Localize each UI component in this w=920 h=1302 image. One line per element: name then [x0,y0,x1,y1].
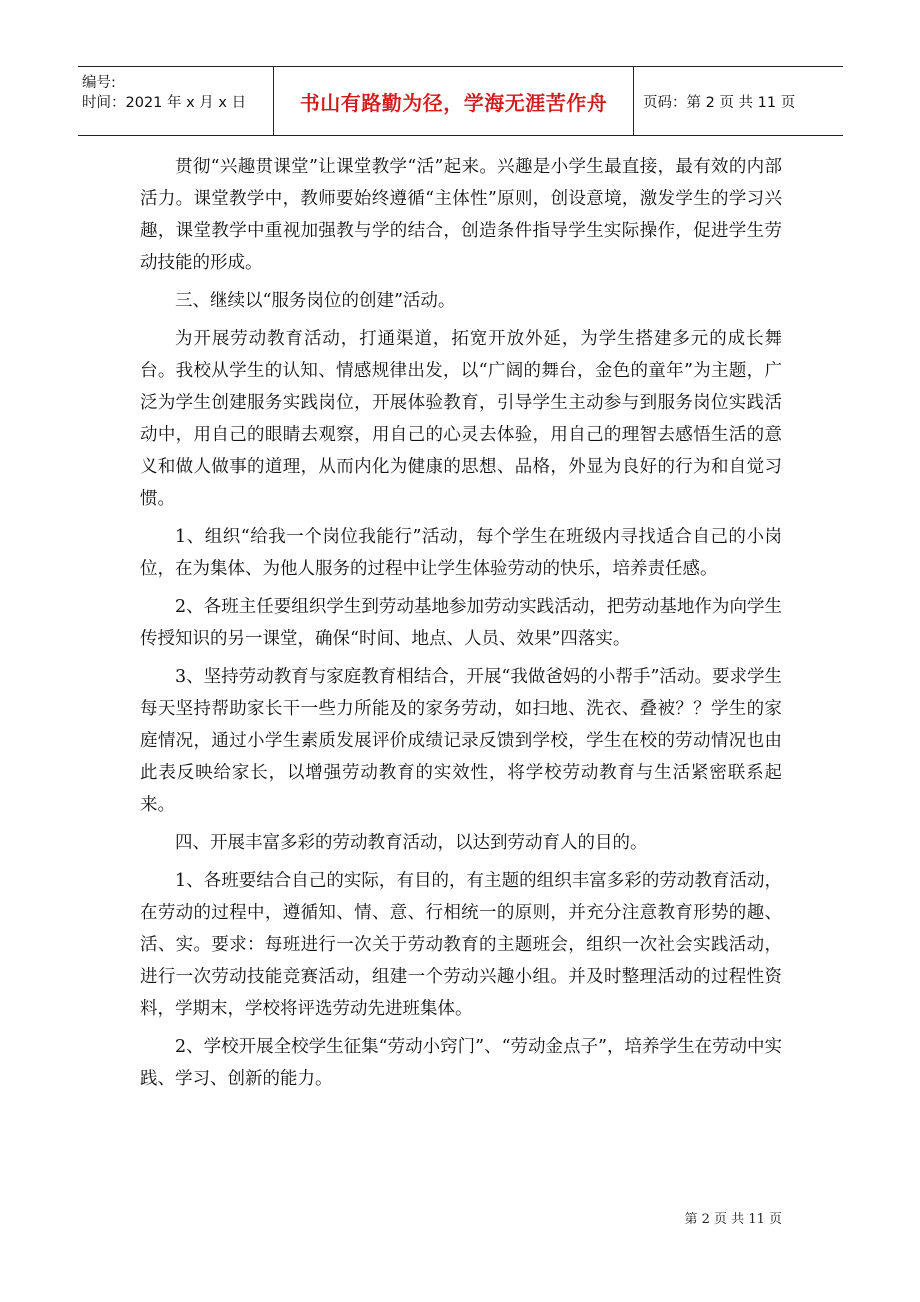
page-footer: 第 2 页 共 11 页 [684,1212,782,1227]
document-body [140,151,782,1101]
section-heading: 四、开展丰富多彩的劳动教育活动，以达到劳动育人的目的。 [175,833,648,853]
header-motto-cell [274,67,634,135]
paragraph: 贯彻“兴趣贯课堂”让课堂教学“活”起来。兴趣是小学生最直接，最有效的内部活力。课堂教学中，教师要始终遵循“主体性”原则，创设意境，激发学生的学习兴趣，课堂教学中重视加强教与学的结合，创造条件指导学生实际操作，促进学生劳动技能的形成。 [140,157,782,273]
header-page-number: 页码：第 2 页 共 11 页 [643,94,796,111]
paragraph: 2、各班主任要组织学生到劳动基地参加劳动实践活动，把劳动基地作为向学生传授知识的另一课堂，确保“时间、地点、人员、效果”四落实。 [140,597,782,649]
paragraph: 3、坚持劳动教育与家庭教育相结合，开展“我做爸妈的小帮手”活动。要求学生每天坚持帮助家长干一些力所能及的家务劳动，如扫地、洗衣、叠被？？学生的家庭情况，通过小学生素质发展评价成绩记录反馈到学校，学生在校的劳动情况也由此表反映给家长，以增强劳动教育的实效性，将学校劳动教育与生活紧密联系起来。 [140,667,782,815]
document-date-label: 时间：2021 年 x 月 x 日 [82,95,247,111]
header-page-cell [634,67,843,135]
paragraph: 2、学校开展全校学生征集“劳动小窍门”、“劳动金点子”，培养学生在劳动中实践、学习、创新的能力。 [140,1037,782,1089]
paragraph: 1、各班要结合自己的实际，有目的，有主题的组织丰富多彩的劳动教育活动，在劳动的过程中，遵循知、情、意、行相统一的原则，并充分注意教育形势的趣、活、实。要求：每班进行一次关于劳动教育的主题班会，组织一次社会实践活动，进行一次劳动技能竞赛活动，组建一个劳动兴趣小组。并及时整理活动的过程性资料，学期末，学校将评选劳动先进班集体。 [140,871,782,1019]
paragraph: 为开展劳动教育活动，打通渠道，拓宽开放外延，为学生搭建多元的成长舞台。我校从学生的认知、情感规律出发，以“广阔的舞台，金色的童年”为主题，广泛为学生创建服务实践岗位，开展体验教育，引导学生主动参与到服务岗位实践活动中，用自己的眼睛去观察，用自己的心灵去体验，用自己的理智去感悟生活的意义和做人做事的道理，从而内化为健康的思想、品格，外显为良好的行为和自觉习惯。 [140,329,782,509]
page-header [78,66,843,136]
header-motto: 书山有路勤为径，学海无涯苦作舟 [299,90,608,115]
document-number-label: 编号: [82,75,116,91]
section-heading: 三、继续以“服务岗位的创建”活动。 [175,291,456,311]
paragraph: 1、组织“给我一个岗位我能行”活动，每个学生在班级内寻找适合自己的小岗位，在为集体、为他人服务的过程中让学生体验劳动的快乐，培养责任感。 [140,527,782,579]
header-meta-cell [78,67,274,135]
